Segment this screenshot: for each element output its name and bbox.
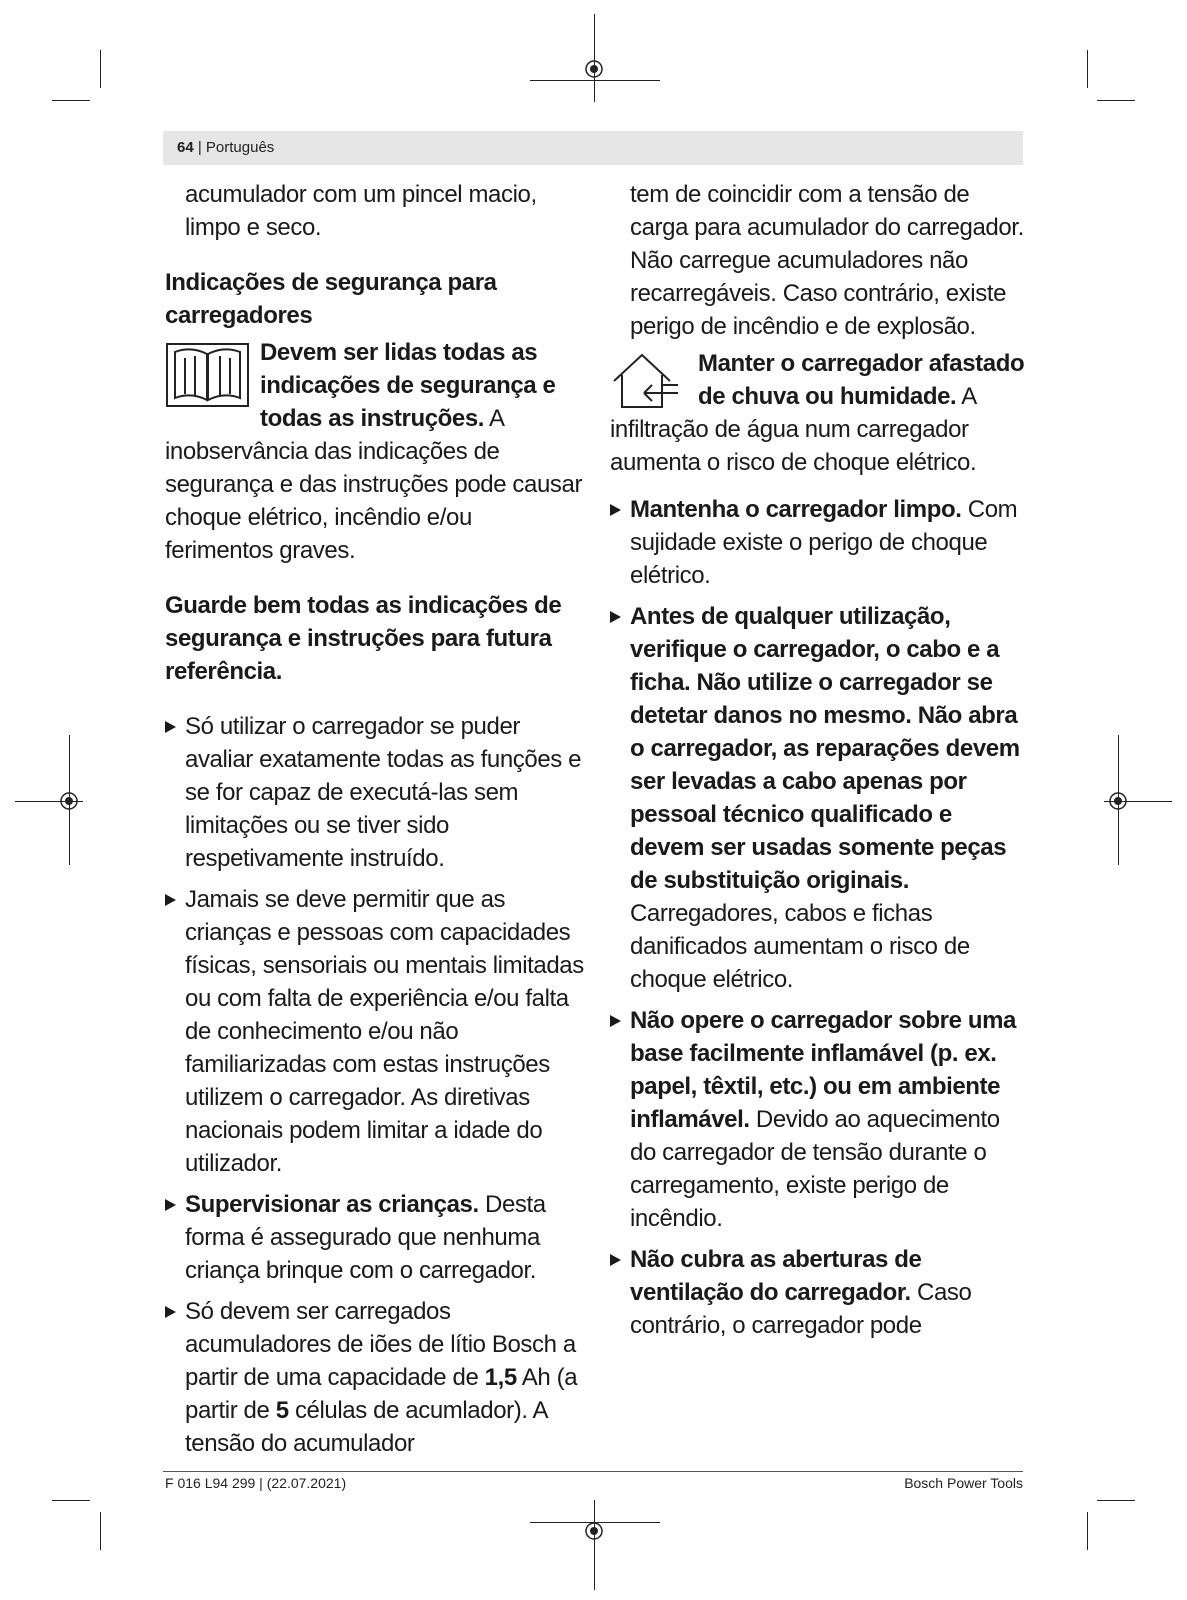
- bullet-text: Ah (a partir de: [185, 1364, 578, 1424]
- bullet-text: Desta forma é assegurado que nenhuma criança brinque com o carregador.: [185, 1191, 546, 1284]
- crop-mark: [52, 1500, 90, 1501]
- footer-brand: Bosch Power Tools: [904, 1475, 1023, 1491]
- continuation-text: acumulador com um pincel macio, limpo e seco.: [185, 181, 537, 241]
- list-item: [165, 883, 585, 1180]
- bullet-bold: Não cubra as aberturas de ventilação do carregador.: [630, 1246, 922, 1306]
- crop-mark: [1097, 100, 1135, 101]
- keep-instructions-heading: Guarde bem todas as indicações de segurança e instruções para futura referência.: [165, 592, 562, 685]
- crop-mark: [1087, 50, 1088, 88]
- bullet-text: Devido ao aquecimento do carregador de tensão durante o carregamento, existe perigo de incêndio.: [630, 1106, 1000, 1232]
- triangle-bullet-icon: [165, 1306, 176, 1318]
- crop-mark: [1087, 1512, 1088, 1550]
- bullet-text: Caso contrário, o carregador pode: [630, 1279, 972, 1339]
- warning-bold: Devem ser lidas todas as indicações de segurança e todas as instruções.: [260, 339, 556, 432]
- crop-mark: [69, 735, 70, 865]
- crop-mark: [530, 1522, 660, 1523]
- list-item: [165, 1295, 585, 1460]
- footer-divider: [163, 1471, 1023, 1472]
- book-icon: [165, 338, 250, 410]
- triangle-bullet-icon: [610, 611, 621, 623]
- crop-mark: [594, 14, 595, 102]
- list-item: [610, 600, 1030, 996]
- rain-text: A infiltração de água num carregador aumenta o risco de choque elétrico.: [610, 383, 977, 476]
- read-instructions-warning: [165, 336, 585, 567]
- bullet-text: Jamais se deve permitir que as crianças e pessoas com capacidades físicas, sensoriais ou mentais limitadas ou com falta de experiência e/ou falta de conhecimento e/ou não familiarizadas com estas instruções utilizem o carregador. As diretivas nacionais podem limitar a idade do utilizador.: [185, 886, 584, 1177]
- list-item: [165, 1188, 585, 1287]
- crop-mark: [1104, 801, 1172, 802]
- rain-warning: [610, 347, 1030, 479]
- page-number: 64: [177, 139, 194, 156]
- house-rain-icon: [610, 349, 682, 413]
- cells-value: 5: [275, 1397, 289, 1424]
- bullet-text: Só devem ser carregados acumuladores de iões de lítio Bosch a partir de uma capacidade de: [185, 1298, 576, 1391]
- right-column: [610, 178, 1030, 1342]
- bullet-text: Com sujidade existe o perigo de choque elétrico.: [630, 496, 1018, 589]
- list-item: [610, 1004, 1030, 1235]
- bullet-bold: Não opere o carregador sobre uma base facilmente inflamável (p. ex. papel, têxtil, etc.) ou em ambiente inflamável.: [630, 1007, 1016, 1133]
- capacity-value: 1,5: [484, 1364, 517, 1391]
- header-language: Português: [205, 139, 275, 156]
- list-item: [165, 710, 585, 875]
- bullet-bold: Mantenha o carregador limpo.: [630, 496, 962, 523]
- warning-text: A inobservância das indicações de segurança e das instruções pode causar choque elétrico, incêndio e/ou ferimentos graves.: [165, 405, 583, 564]
- section-title: Indicações de segurança para carregadores: [165, 269, 497, 329]
- bullet-text: Só utilizar o carregador se puder avaliar exatamente todas as funções e se for capaz de executá-las sem limitações ou se tiver sido respetivamente instruído.: [185, 713, 582, 872]
- rain-bold: Manter o carregador afastado de chuva ou humidade.: [698, 350, 1025, 410]
- footer-doc-id: F 016 L94 299 | (22.07.2021): [165, 1475, 347, 1491]
- list-item: [610, 1243, 1030, 1342]
- triangle-bullet-icon: [610, 504, 621, 516]
- list-item: [610, 493, 1030, 592]
- triangle-bullet-icon: [165, 894, 176, 906]
- crop-mark: [100, 1512, 101, 1550]
- triangle-bullet-icon: [165, 1199, 176, 1211]
- crop-mark: [1097, 1500, 1135, 1501]
- header-separator: |: [193, 139, 206, 156]
- bullet-bold: Antes de qualquer utilização, verifique o carregador, o cabo e a ficha. Não utilize o carregador se detetar danos no mesmo. Não abra o carregador, as reparações devem ser levadas a cabo apenas por pessoal técnico qualificado e devem ser usadas somente peças de substituição originais.: [630, 603, 1020, 894]
- left-column: [165, 178, 585, 1460]
- page-header: [163, 131, 1023, 165]
- crop-mark: [15, 801, 83, 802]
- triangle-bullet-icon: [610, 1015, 621, 1027]
- crop-mark: [1118, 735, 1119, 865]
- crop-mark: [594, 1500, 595, 1590]
- crop-mark: [530, 80, 660, 81]
- crop-mark: [100, 50, 101, 88]
- crop-mark: [52, 100, 90, 101]
- triangle-bullet-icon: [165, 721, 176, 733]
- bullet-bold: Supervisionar as crianças.: [185, 1191, 479, 1218]
- bullet-text: Carregadores, cabos e fichas danificados aumentam o risco de choque elétrico.: [630, 900, 970, 993]
- bullet-text: células de acumlador). A tensão do acumulador: [185, 1397, 547, 1457]
- triangle-bullet-icon: [610, 1254, 621, 1266]
- continuation-text: tem de coincidir com a tensão de carga para acumulador do carregador. Não carregue acumuladores não recarregáveis. Caso contrário, existe perigo de incêndio e de explosão.: [630, 181, 1024, 340]
